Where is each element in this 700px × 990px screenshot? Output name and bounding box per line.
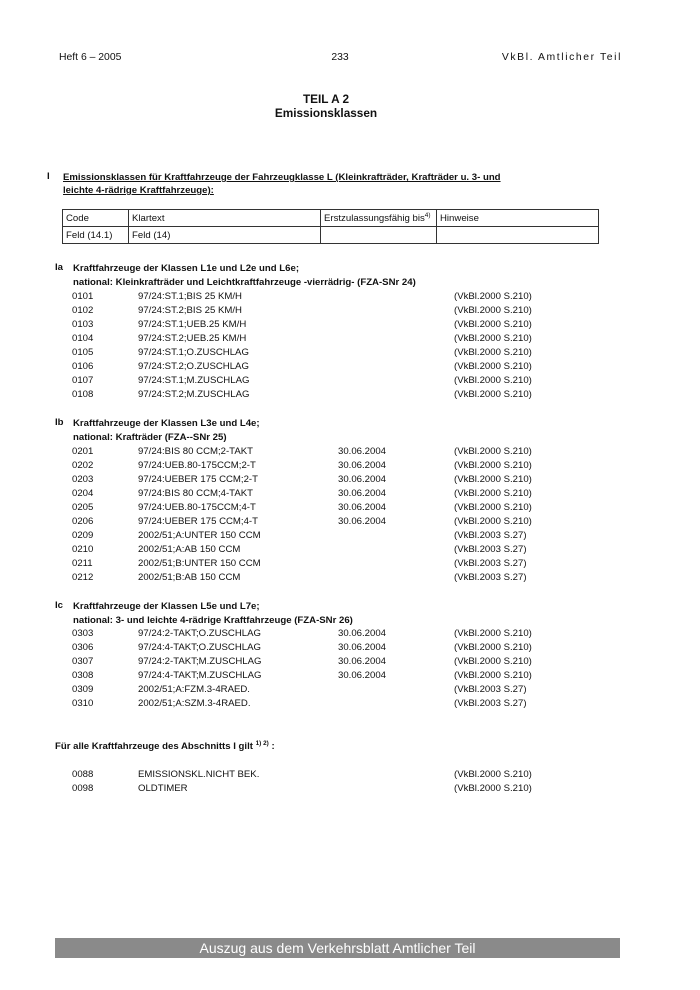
item-reference: (VkBl.2000 S.210)	[454, 642, 532, 653]
all-vehicles-title	[55, 741, 275, 752]
field-hinweise	[437, 227, 599, 244]
item-code: 0203	[72, 474, 94, 485]
item-text: 2002/51;A:SZM.3-4RAED.	[138, 698, 251, 709]
item-reference: (VkBl.2000 S.210)	[454, 333, 532, 344]
item-code: 0106	[72, 361, 94, 372]
section-title-line1: Emissionsklassen für Kraftfahrzeuge der Fahrzeugklasse L (Kleinkrafträder, Krafträder u. 3- und	[63, 172, 501, 183]
group-title	[73, 600, 353, 628]
list-item	[72, 782, 592, 796]
header-erstzulassung	[321, 210, 437, 227]
item-date: 30.06.2004	[338, 474, 387, 485]
section-number: I	[47, 171, 50, 182]
item-reference: (VkBl.2000 S.210)	[454, 291, 532, 302]
list-item	[72, 374, 592, 388]
field-code: Feld (14.1)	[63, 227, 129, 244]
table-field-row	[63, 227, 599, 244]
item-code: 0101	[72, 291, 94, 302]
list-item	[72, 697, 592, 711]
item-code: 0211	[72, 558, 93, 569]
item-date: 30.06.2004	[338, 488, 387, 499]
item-text: 97/24:ST.2;BIS 25 KM/H	[138, 305, 242, 316]
item-reference: (VkBl.2000 S.210)	[454, 488, 532, 499]
item-reference: (VkBl.2000 S.210)	[454, 347, 532, 358]
group-title	[73, 417, 260, 445]
item-reference: (VkBl.2000 S.210)	[454, 389, 532, 400]
list-item	[72, 445, 592, 459]
list-item	[72, 332, 592, 346]
item-date: 30.06.2004	[338, 628, 387, 639]
item-text: 97/24:UEB.80-175CCM;4-T	[138, 502, 256, 513]
item-code: 0204	[72, 488, 94, 499]
item-reference: (VkBl.2000 S.210)	[454, 656, 532, 667]
group-number: Ib	[55, 417, 64, 428]
item-text: 97/24:4-TAKT;O.ZUSCHLAG	[138, 642, 261, 653]
item-code: 0202	[72, 460, 94, 471]
item-code: 0103	[72, 319, 94, 330]
list-item	[72, 304, 592, 318]
page-title: TEIL A 2	[302, 92, 350, 106]
item-reference: (VkBl.2000 S.210)	[454, 516, 532, 527]
list-item	[72, 318, 592, 332]
item-text: 97/24:ST.1;BIS 25 KM/H	[138, 291, 242, 302]
header-publication: VkBl. Amtlicher Teil	[501, 52, 622, 63]
item-date: 30.06.2004	[338, 502, 387, 513]
item-text: OLDTIMER	[138, 783, 188, 794]
list-item	[72, 290, 592, 304]
item-text: 97/24:2-TAKT;M.ZUSCHLAG	[138, 656, 262, 667]
footer-banner: Auszug aus dem Verkehrsblatt Amtlicher Teil	[55, 938, 620, 958]
footnote-ref: 1) 2)	[255, 740, 269, 747]
item-reference: (VkBl.2000 S.210)	[454, 305, 532, 316]
item-text: 97/24:ST.1;M.ZUSCHLAG	[138, 375, 250, 386]
group-title-line2: national: 3- und leichte 4-rädrige Kraftfahrzeuge (FZA-SNr 26)	[73, 615, 353, 626]
item-date: 30.06.2004	[338, 656, 387, 667]
item-text: 97/24:ST.1;O.ZUSCHLAG	[138, 347, 249, 358]
item-date: 30.06.2004	[338, 446, 387, 457]
item-text: 2002/51;B:UNTER 150 CCM	[138, 558, 261, 569]
item-reference: (VkBl.2000 S.210)	[454, 783, 532, 794]
item-text: 2002/51;A:UNTER 150 CCM	[138, 530, 261, 541]
item-text: 97/24:ST.1;UEB.25 KM/H	[138, 319, 247, 330]
group-number: Ia	[55, 262, 64, 273]
item-reference: (VkBl.2000 S.210)	[454, 460, 532, 471]
item-text: 2002/51;A:AB 150 CCM	[138, 544, 241, 555]
item-reference: (VkBl.2003 S.27)	[454, 530, 527, 541]
page-number: 233	[331, 52, 349, 63]
list-item	[72, 473, 592, 487]
list-item	[72, 501, 592, 515]
item-code: 0310	[72, 698, 94, 709]
item-date: 30.06.2004	[338, 670, 387, 681]
item-code: 0102	[72, 305, 94, 316]
list-item	[72, 669, 592, 683]
list-item	[72, 487, 592, 501]
item-text: 97/24:BIS 80 CCM;2-TAKT	[138, 446, 253, 457]
item-date: 30.06.2004	[338, 642, 387, 653]
item-code: 0306	[72, 642, 94, 653]
item-code: 0088	[72, 769, 94, 780]
item-text: EMISSIONSKL.NICHT BEK.	[138, 769, 260, 780]
item-text: 2002/51;B:AB 150 CCM	[138, 572, 241, 583]
item-code: 0104	[72, 333, 94, 344]
item-code: 0107	[72, 375, 94, 386]
item-text: 97/24:4-TAKT;M.ZUSCHLAG	[138, 670, 262, 681]
item-code: 0209	[72, 530, 94, 541]
item-text: 2002/51;A:FZM.3-4RAED.	[138, 684, 250, 695]
item-text: 97/24:ST.2;UEB.25 KM/H	[138, 333, 247, 344]
section-title	[63, 171, 513, 197]
list-item	[72, 641, 592, 655]
item-reference: (VkBl.2000 S.210)	[454, 446, 532, 457]
item-code: 0303	[72, 628, 94, 639]
list-item	[72, 543, 592, 557]
item-date: 30.06.2004	[338, 460, 387, 471]
all-vehicles-colon: :	[271, 741, 275, 752]
column-definition-table	[62, 209, 599, 244]
list-item	[72, 683, 592, 697]
group-title-line1: Kraftfahrzeuge der Klassen L3e und L4e;	[73, 418, 260, 429]
item-text: 97/24:ST.2;M.ZUSCHLAG	[138, 389, 250, 400]
list-item	[72, 627, 592, 641]
item-reference: (VkBl.2003 S.27)	[454, 544, 527, 555]
group-title	[73, 262, 416, 290]
all-vehicles-label: Für alle Kraftfahrzeuge des Abschnitts I gilt	[55, 741, 253, 752]
item-code: 0309	[72, 684, 94, 695]
item-reference: (VkBl.2000 S.210)	[454, 361, 532, 372]
item-text: 97/24:UEBER 175 CCM;2-T	[138, 474, 258, 485]
item-code: 0108	[72, 389, 94, 400]
field-erstzulassung	[321, 227, 437, 244]
item-text: 97/24:2-TAKT;O.ZUSCHLAG	[138, 628, 261, 639]
table-header-row	[63, 210, 599, 227]
group-title-line1: Kraftfahrzeuge der Klassen L1e und L2e und L6e;	[73, 263, 300, 274]
item-code: 0212	[72, 572, 94, 583]
header-code: Code	[63, 210, 129, 227]
item-reference: (VkBl.2000 S.210)	[454, 502, 532, 513]
list-item	[72, 768, 592, 782]
list-item	[72, 571, 592, 585]
item-code: 0307	[72, 656, 94, 667]
field-klartext: Feld (14)	[129, 227, 321, 244]
section-title-line2: leichte 4-rädrige Kraftfahrzeuge):	[63, 185, 214, 196]
footnote-ref: 4)	[424, 211, 431, 219]
item-reference: (VkBl.2003 S.27)	[454, 684, 527, 695]
page-subtitle: Emissionsklassen	[274, 106, 378, 120]
header-erstzulassung-label: Erstzulassungsfähig bis	[324, 212, 425, 224]
item-text: 97/24:UEBER 175 CCM;4-T	[138, 516, 258, 527]
header-hinweise: Hinweise	[437, 210, 599, 227]
group-number: Ic	[55, 600, 64, 611]
item-text: 97/24:BIS 80 CCM;4-TAKT	[138, 488, 253, 499]
item-code: 0308	[72, 670, 94, 681]
list-item	[72, 388, 592, 402]
item-reference: (VkBl.2000 S.210)	[454, 319, 532, 330]
list-item	[72, 459, 592, 473]
item-text: 97/24:UEB.80-175CCM;2-T	[138, 460, 256, 471]
list-item	[72, 529, 592, 543]
item-code: 0206	[72, 516, 94, 527]
item-reference: (VkBl.2003 S.27)	[454, 558, 527, 569]
list-item	[72, 360, 592, 374]
group-title-line1: Kraftfahrzeuge der Klassen L5e und L7e;	[73, 601, 260, 612]
group-title-line2: national: Krafträder (FZA--SNr 25)	[73, 432, 227, 443]
header-klartext: Klartext	[129, 210, 321, 227]
list-item	[72, 515, 592, 529]
group-title-line2: national: Kleinkrafträder und Leichtkraftfahrzeuge -vierrädrig- (FZA-SNr 24)	[73, 277, 416, 288]
item-reference: (VkBl.2000 S.210)	[454, 474, 532, 485]
item-reference: (VkBl.2003 S.27)	[454, 572, 527, 583]
header-issue: Heft 6 – 2005	[59, 52, 122, 63]
item-reference: (VkBl.2000 S.210)	[454, 628, 532, 639]
item-code: 0210	[72, 544, 94, 555]
list-item	[72, 557, 592, 571]
item-code: 0105	[72, 347, 94, 358]
item-code: 0201	[72, 446, 94, 457]
item-date: 30.06.2004	[338, 516, 387, 527]
item-code: 0205	[72, 502, 94, 513]
list-item	[72, 346, 592, 360]
item-text: 97/24:ST.2;O.ZUSCHLAG	[138, 361, 249, 372]
list-item	[72, 655, 592, 669]
item-reference: (VkBl.2000 S.210)	[454, 670, 532, 681]
item-code: 0098	[72, 783, 94, 794]
item-reference: (VkBl.2000 S.210)	[454, 375, 532, 386]
item-reference: (VkBl.2003 S.27)	[454, 698, 527, 709]
item-reference: (VkBl.2000 S.210)	[454, 769, 532, 780]
